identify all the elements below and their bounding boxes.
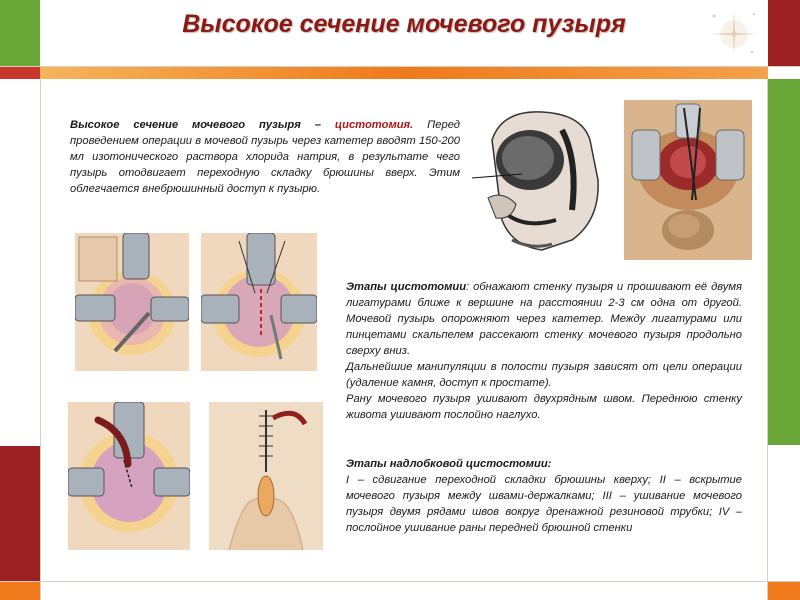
- slide-title: Высокое сечение мочевого пузыря: [182, 10, 626, 38]
- image-stage-3: [68, 402, 190, 550]
- right-block-orange-bottom: [768, 582, 800, 600]
- image-surgical-field: [624, 100, 752, 260]
- stages-cystotomy-para3: Рану мочевого пузыря ушивают двухрядным швом. Переднюю стенку живота ушивают послойно наглухо.: [346, 393, 742, 421]
- image-stage-1: [75, 233, 189, 371]
- left-block-red-top: [0, 67, 40, 79]
- stages-cystotomy-para1: [346, 279, 742, 359]
- right-block-white: [768, 67, 800, 79]
- left-block-green: [0, 0, 40, 66]
- intro-term: Высокое сечение мочевого пузыря –: [70, 119, 335, 131]
- left-block-maroon: [0, 446, 40, 581]
- title-underline-bar: [40, 67, 768, 79]
- right-block-green: [768, 79, 800, 445]
- right-block-maroon: [768, 0, 800, 66]
- stages-cystostomy: [346, 456, 742, 536]
- intro-paragraph: [70, 117, 460, 197]
- stages-cystotomy: [346, 279, 742, 423]
- divider-left: [40, 0, 41, 600]
- divider-bottom: [0, 581, 800, 582]
- intro-body: Перед проведением операции в мочевой пузырь через катетер вводят 150-200 мл изотонического раствора хлорида натрия, в результате чего пузырь отодвигает переходную складку брюшины вверх. Этим облегчается внебрюшинный доступ к пузырю.: [70, 119, 460, 195]
- right-block-white-lower: [768, 446, 800, 581]
- stages-cystostomy-heading: Этапы надлобковой цистостомии:: [346, 458, 552, 470]
- intro-term-highlight: цистотомия.: [334, 119, 414, 131]
- stages-cystotomy-heading: Этапы цистотомии: [346, 281, 467, 293]
- stages-cystotomy-body: : обнажают стенку пузыря и прошивают её двумя лигатурами ближе к вершине на расстоянии 2-3 см одна от другой. Мочевой пузырь опорожняют через катетер. Между лигатурами или пинцетами скальпелем рассекают стенку мочевого пузыря продольно сверху вниз.: [346, 281, 742, 357]
- image-sagittal-section: [472, 100, 618, 260]
- left-block-orange-bottom: [0, 582, 40, 600]
- stages-cystotomy-para2: Дальнейшие манипуляции в полости пузыря зависят от цели операции (удаление камня, доступ к простате).: [346, 361, 742, 389]
- image-stage-4: [209, 402, 323, 550]
- title-area: [40, 0, 768, 66]
- image-stage-2: [201, 233, 317, 371]
- divider-right: [767, 0, 768, 600]
- sparkle-icon: [700, 2, 766, 62]
- stages-cystostomy-body: I – сдвигание переходной складки брюшины кверху; II – вскрытие мочевого пузыря между швами-держалками; III – ушивание мочевого пузыря двумя рядами швов вокруг дренажной резиновой трубки; IV – послойное ушивание раны передней брюшной стенки: [346, 474, 742, 534]
